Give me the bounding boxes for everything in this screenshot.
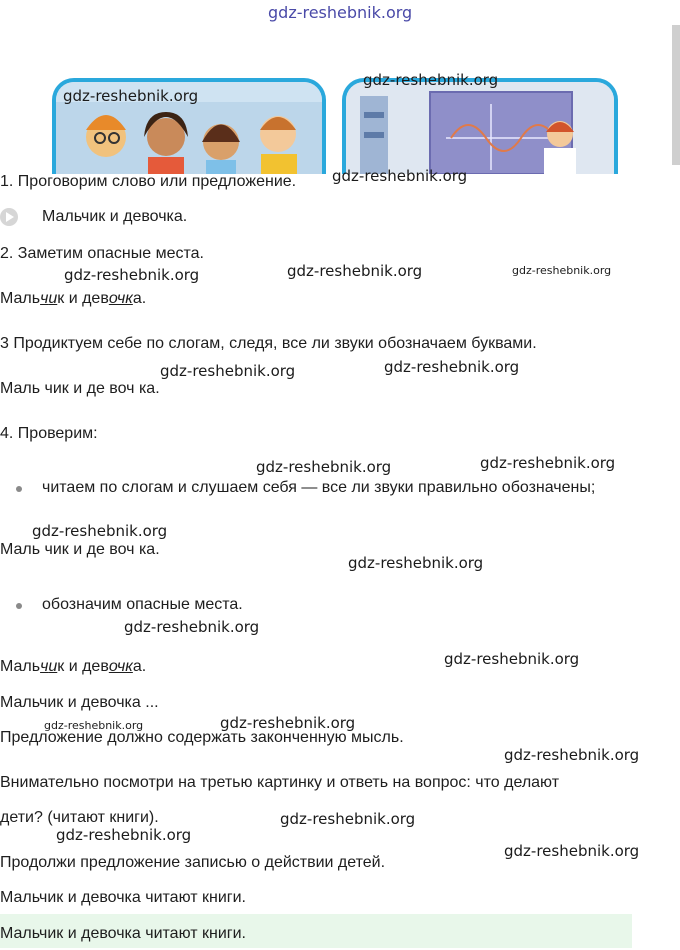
watermark: gdz-reshebnik.org <box>384 358 520 376</box>
sentence-rule: Предложение должно содержать законченную мысль. <box>0 729 404 746</box>
step-3-heading: 3 Продиктуем себе по слогам, следя, все ли звуки обозначаем буквами. <box>0 335 537 352</box>
watermark: gdz-reshebnik.org <box>287 262 423 280</box>
watermark: gdz-reshebnik.org <box>63 87 199 105</box>
danger-letter: и <box>48 290 58 307</box>
audio-sentence: Мальчик и девочка. <box>42 208 188 225</box>
watermark: gdz-reshebnik.org <box>480 454 616 472</box>
watermark: gdz-reshebnik.org <box>444 650 580 668</box>
watermark: gdz-reshebnik.org <box>220 714 356 732</box>
step-4-heading: 4. Проверим: <box>0 425 98 442</box>
watermark: gdz-reshebnik.org <box>44 719 144 732</box>
syllables-1: Маль чик и де воч ка. <box>0 380 160 397</box>
task-question-2: дети? (читают книги). <box>0 809 159 826</box>
bullet-dot <box>16 603 22 609</box>
watermark: gdz-reshebnik.org <box>363 71 499 89</box>
word-part: Маль <box>0 658 41 675</box>
scrollbar[interactable] <box>672 25 680 165</box>
word-part: к и дев <box>57 290 109 307</box>
step-2-heading: 2. Заметим опасные места. <box>0 245 204 262</box>
sentence-full: Мальчик и девочка читают книги. <box>0 889 246 906</box>
watermark: gdz-reshebnik.org <box>332 167 468 185</box>
bullet-mark-danger: обозначим опасные места. <box>42 596 243 613</box>
watermark: gdz-reshebnik.org <box>348 554 484 572</box>
task-question-1: Внимательно посмотри на третью картинку и ответь на вопрос: что делают <box>0 774 560 791</box>
bullet-read-syllables: читаем по слогам и слушаем себя — все ли звуки правильно обозначены; <box>42 479 596 496</box>
watermark: gdz-reshebnik.org <box>504 842 640 860</box>
teacher-illustration <box>346 82 614 174</box>
danger-letter: и <box>48 658 58 675</box>
watermark: gdz-reshebnik.org <box>64 266 200 284</box>
play-audio-icon[interactable] <box>0 208 18 226</box>
word-part: Маль <box>0 290 41 307</box>
watermark: gdz-reshebnik.org <box>280 810 416 828</box>
danger-spots-word-1 <box>0 289 146 309</box>
watermark-top: gdz-reshebnik.org <box>268 3 413 22</box>
watermark: gdz-reshebnik.org <box>256 458 392 476</box>
danger-letter: ч <box>40 290 49 307</box>
watermark: gdz-reshebnik.org <box>160 362 296 380</box>
syllables-2: Маль чик и де воч ка. <box>0 541 160 558</box>
watermark: gdz-reshebnik.org <box>512 264 612 277</box>
watermark: gdz-reshebnik.org <box>32 522 168 540</box>
danger-letters: очк <box>108 290 133 307</box>
task-continue: Продолжи предложение записью о действии детей. <box>0 854 386 871</box>
danger-letter: ч <box>40 658 49 675</box>
illustration-teacher-card <box>342 78 618 174</box>
word-part: а. <box>132 290 147 307</box>
word-part: к и дев <box>57 658 109 675</box>
watermark: gdz-reshebnik.org <box>504 746 640 764</box>
answer-text: Мальчик и девочка читают книги. <box>0 925 246 942</box>
word-part: а. <box>132 658 147 675</box>
step-1-heading: 1. Проговорим слово или предложение. <box>0 173 297 190</box>
danger-spots-word-2 <box>0 657 146 677</box>
watermark: gdz-reshebnik.org <box>56 826 192 844</box>
watermark: gdz-reshebnik.org <box>124 618 260 636</box>
sentence-incomplete: Мальчик и девочка ... <box>0 694 159 711</box>
danger-letters: очк <box>108 658 133 675</box>
bullet-dot <box>16 486 22 492</box>
